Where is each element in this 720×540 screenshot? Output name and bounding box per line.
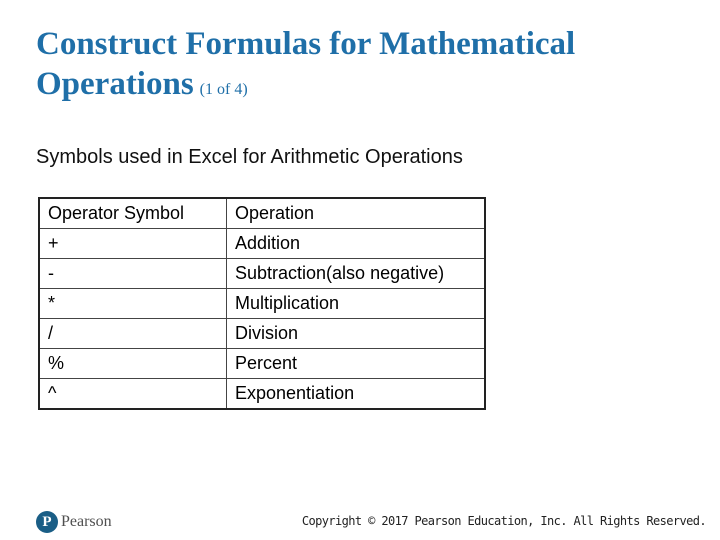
operator-symbol-cell: *	[39, 289, 227, 319]
operator-symbol-cell: -	[39, 259, 227, 289]
table-row	[39, 349, 485, 379]
table-row	[39, 259, 485, 289]
operation-cell: Addition	[227, 229, 486, 259]
table-row	[39, 289, 485, 319]
slide-subtitle: Symbols used in Excel for Arithmetic Operations	[36, 146, 463, 168]
pearson-logo-text: Pearson	[61, 513, 112, 530]
table-row	[39, 229, 485, 259]
slide-title	[36, 24, 676, 110]
operator-symbol-cell: /	[39, 319, 227, 349]
table-row	[39, 319, 485, 349]
table-header-row	[39, 198, 485, 229]
slide-title-part: (1 of 4)	[199, 81, 248, 98]
pearson-logo-icon: P	[36, 511, 58, 533]
operator-symbol-cell: ^	[39, 379, 227, 410]
operators-table	[38, 197, 486, 410]
table-header-cell: Operation	[227, 198, 486, 229]
operation-cell: Multiplication	[227, 289, 486, 319]
slide-title-main: Construct Formulas for Mathematical Operations	[36, 26, 576, 102]
copyright-notice: Copyright © 2017 Pearson Education, Inc. All Rights Reserved.	[301, 514, 706, 528]
operator-symbol-cell: %	[39, 349, 227, 379]
operator-symbol-cell: +	[39, 229, 227, 259]
operation-cell: Subtraction(also negative)	[227, 259, 486, 289]
operation-cell: Division	[227, 319, 486, 349]
table-header-cell: Operator Symbol	[39, 198, 227, 229]
operation-cell: Exponentiation	[227, 379, 486, 410]
table-row	[39, 379, 485, 410]
operation-cell: Percent	[227, 349, 486, 379]
pearson-logo	[36, 510, 112, 534]
